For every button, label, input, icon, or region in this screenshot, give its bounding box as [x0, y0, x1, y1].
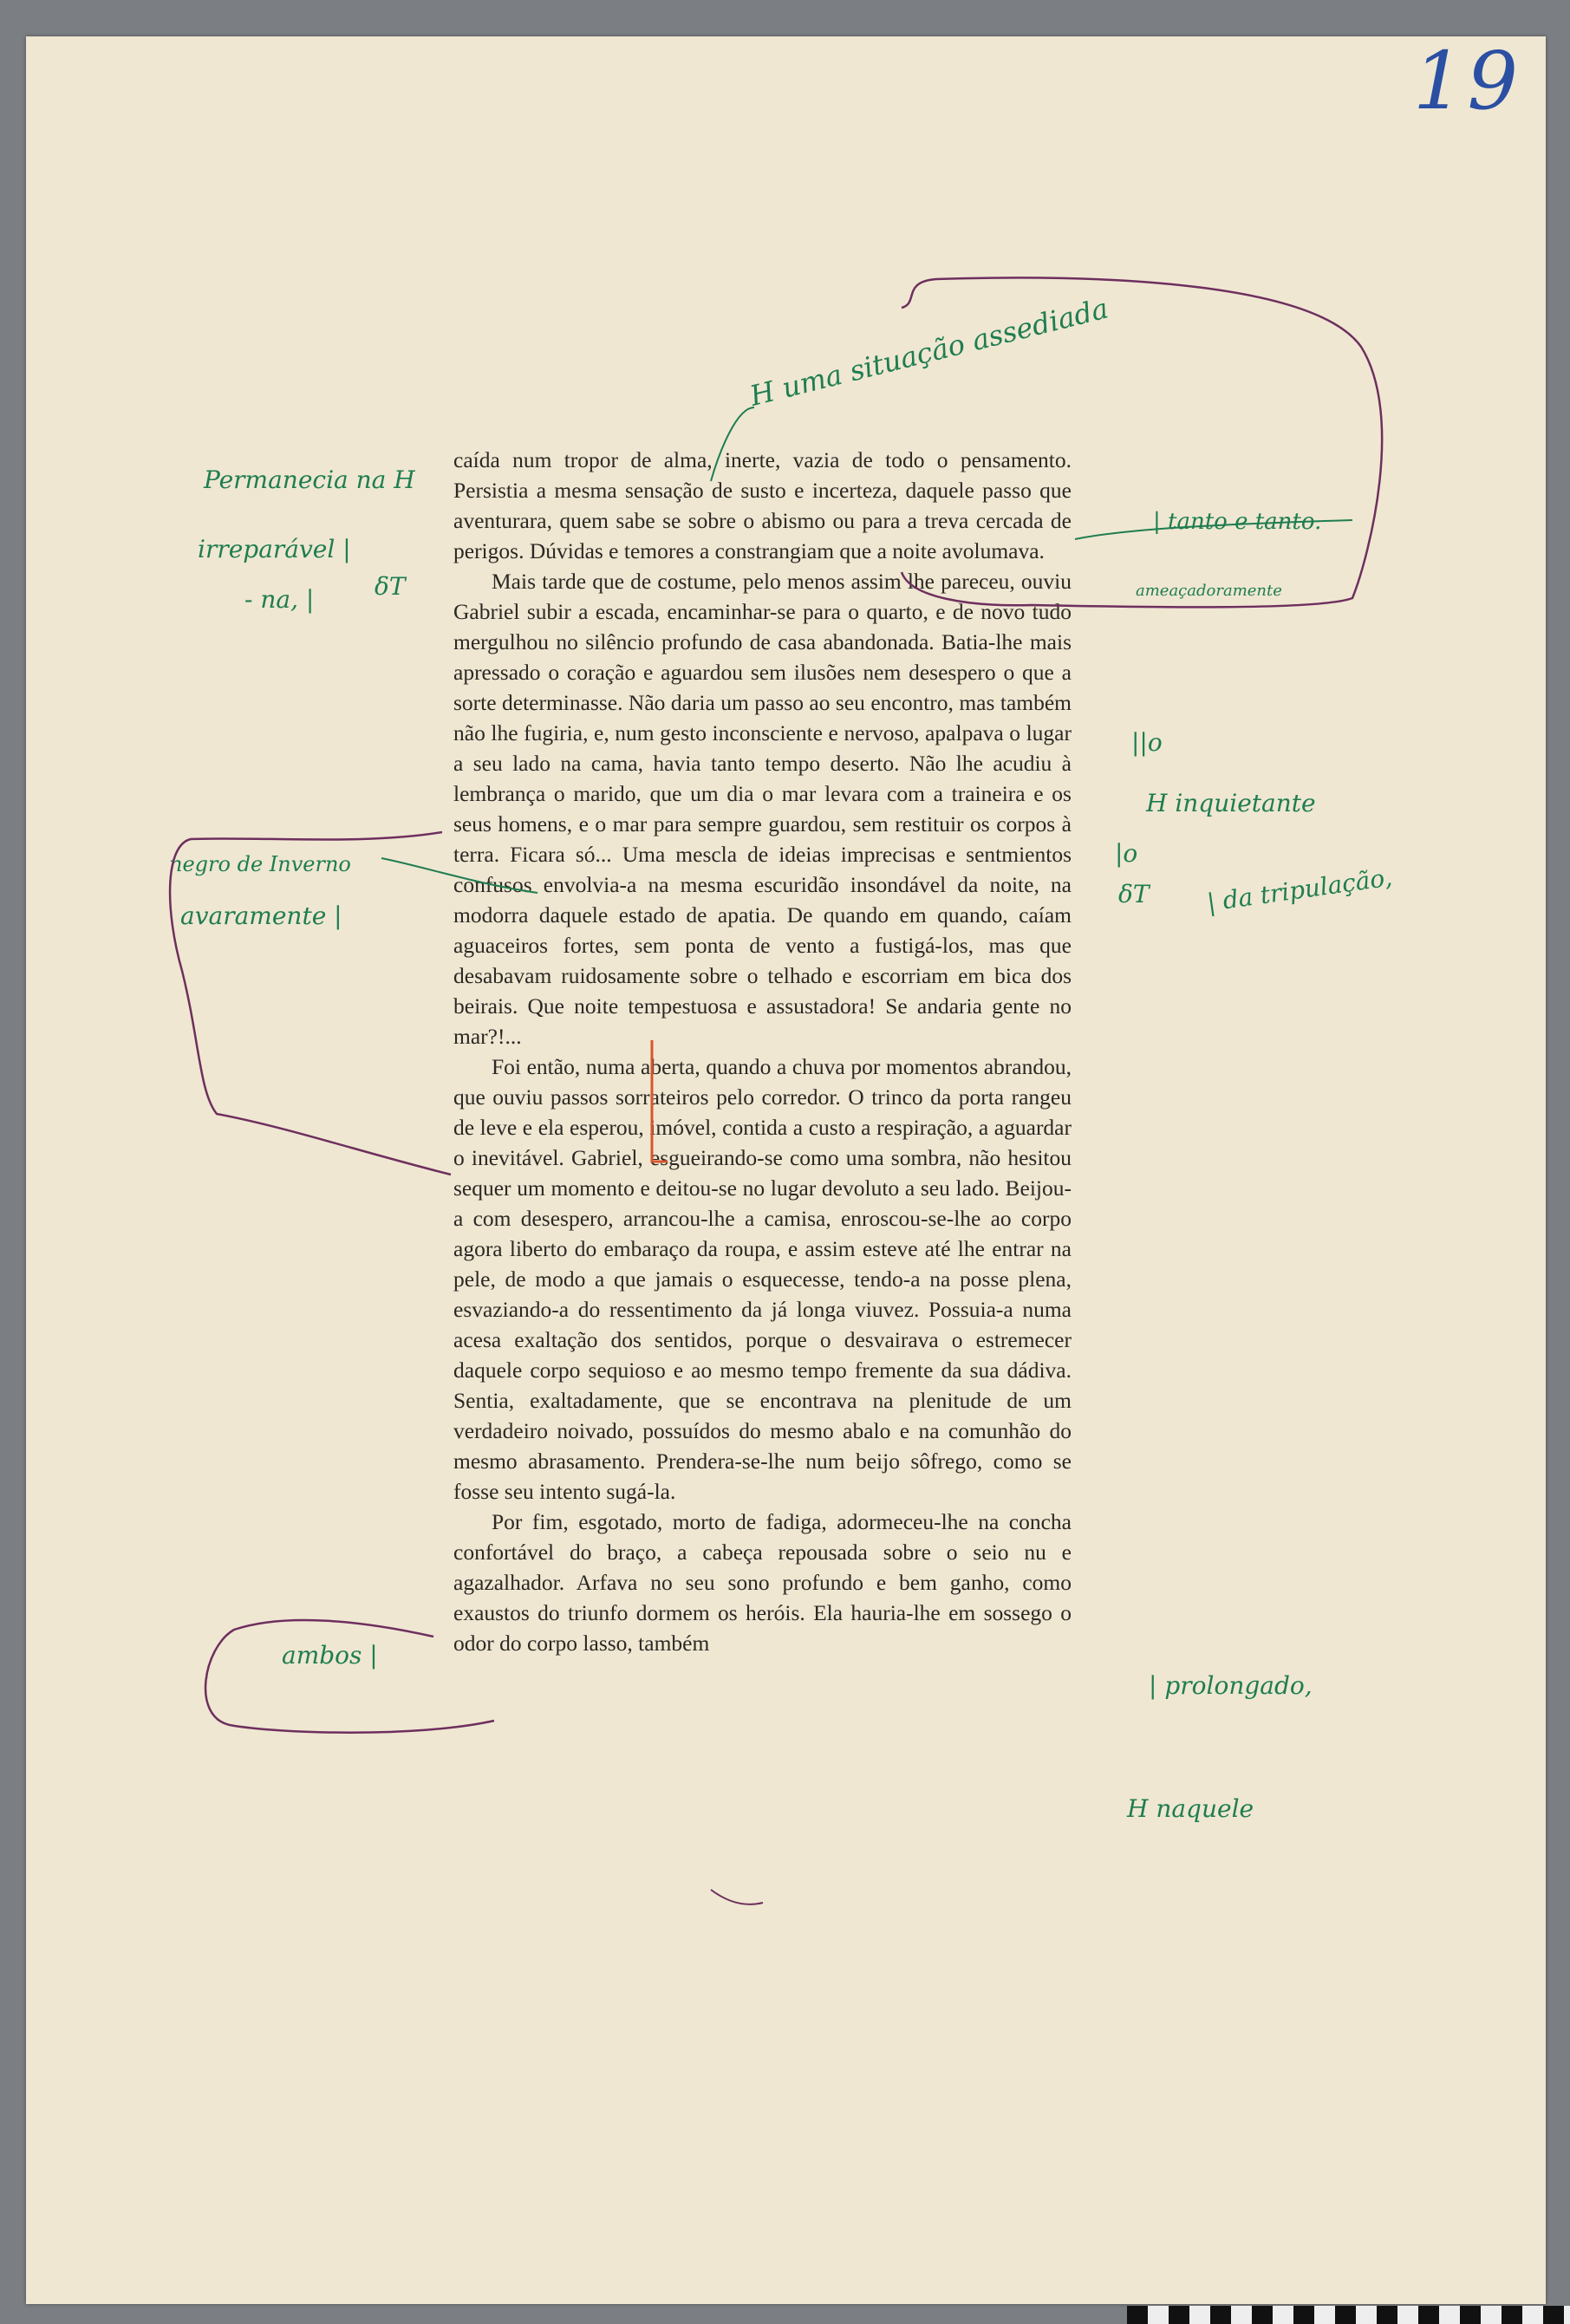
annotation-right-1: | tanto e tanto.: [1153, 509, 1322, 535]
annotation-right-2: ameaçadoramente: [1136, 582, 1282, 600]
annotation-left-3b: δT: [375, 572, 406, 601]
annotation-left-4: negro de Inverno: [169, 852, 351, 876]
annotation-left-5: avaramente |: [180, 902, 342, 930]
annotation-right-8: | prolongado,: [1149, 1671, 1313, 1700]
paragraph-1: caída num tropor de alma, inerte, vazia de todo o pensamento. Persistia a mesma sensação de susto e incerteza, daquele passo que aventurara, quem sabe se sobre o abismo ou para a treva cercada de perigos. Dúvidas e temores a constrangiam que a noite avolumava.: [453, 447, 1072, 563]
annotation-left-2: irreparável |: [198, 535, 351, 563]
annotation-right-6: δT: [1118, 880, 1150, 908]
typed-text: [453, 445, 1072, 1658]
annotation-right-5: |o: [1115, 839, 1138, 868]
annotation-right-7: | da tripulação,: [1205, 863, 1394, 918]
paragraph-3: Foi então, numa aberta, quando a chuva por momentos abrandou, que ouviu passos sorrateiros pelo corredor. O trinco da porta rangeu de leve e ela esperou, imóvel, contida a custo a respiração, a aguardar o inevitável. Gabriel, esgueirando-se como uma sombra, não hesitou sequer um momento e deitou-se no lugar devoluto a seu lado. Beijou-a com desespero, arrancou-lhe a camisa, enroscou-se-lhe ao corpo agora liberto do embaraço da roupa, e assim esteve até lhe entrar na pele, de modo a que jamais o esquecesse, tendo-a na posse plena, esvaziando-a do ressentimento da já longa viuvez. Possuia-a numa acesa exaltação dos sentidos, porque o desvairava o estremecer daquele corpo sequioso e ao mesmo tempo fremente da sua dádiva. Sentia, exaltadamente, que se encontrava na plenitude de um verdadeiro noivado, possuídos do mesmo abalo e na comunhão do mesmo abrasamento. Prendera-se-lhe num beijo sôfrego, como se fosse seu intento sugá-la.: [453, 1054, 1072, 1504]
annotation-top-insert: H uma situação assediada: [746, 291, 1112, 413]
annotation-left-6: ambos |: [282, 1641, 378, 1670]
annotation-left-1: Permanecia na H: [204, 465, 415, 494]
paragraph-2: Mais tarde que de costume, pelo menos assim lhe pareceu, ouviu Gabriel subir a escada, encaminhar-se para o quarto, e de novo tudo mergulhou no silêncio profundo de casa abandonada. Batia-lhe mais apressado o coração e aguardou sem ilusões nem desespero o que a sorte determinasse. Não daria um passo ao seu encontro, mas também não lhe fugiria, e, num gesto inconsciente e nervoso, apalpava o lugar a seu lado na cama, havia tanto tempo deserto. Não lhe acudiu à lembrança o marido, que um dia o mar levara com a traineira e os seus homens, e o mar para sempre guardou, sem restituir os corpos à terra. Ficara só... Uma mescla de ideias imprecisas e sentmientos confusos envolvia-a na mesma escuridão insondável da noite, na modorra daquele estado de apatia. De quando em quando, caíam aguaceiros fortes, sem ponta de vento a fustigá-los, mas que desabavam ruidosamente sobre o telhado e escorriam em bica dos beirais. Que noite tempestuosa e assustadora! Se andaria gente no mar?!...: [453, 569, 1072, 1049]
annotation-right-4: H inquietante: [1146, 789, 1316, 817]
annotation-right-9: H naquele: [1127, 1794, 1254, 1823]
annotation-left-3: - na, |: [244, 585, 315, 614]
paragraph-4: Por fim, esgotado, morto de fadiga, adormeceu-lhe na concha confortável do braço, a cabeça repousada sobre o seio nu e agazalhador. Arfava no seu sono profundo e bem ganho, como exaustos do triunfo dormem os heróis. Ela hauria-lhe em sossego o odor do corpo lasso, também: [453, 1509, 1072, 1656]
page-number: 19: [1413, 35, 1522, 127]
annotation-right-3: ||o: [1131, 728, 1163, 757]
color-scale-bar: [1127, 2306, 1570, 2324]
